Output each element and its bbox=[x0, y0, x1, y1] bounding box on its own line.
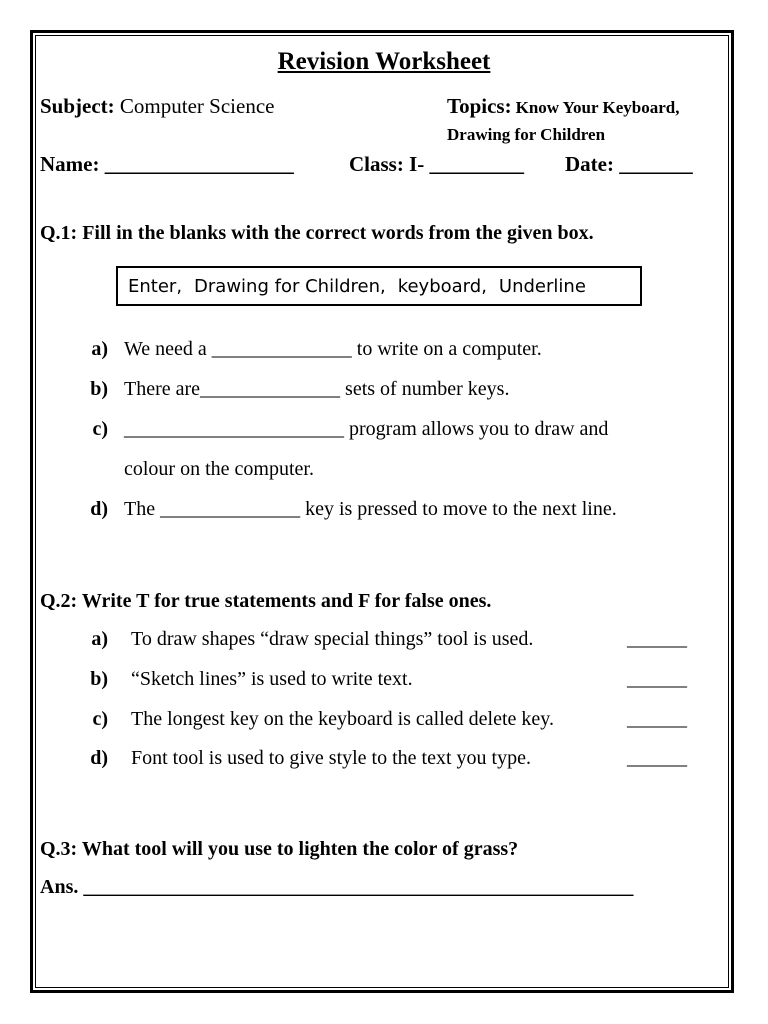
q1-item-letter: b) bbox=[90, 378, 108, 400]
q2-item-letter: c) bbox=[92, 708, 108, 730]
word-box-item: Enter, bbox=[128, 275, 183, 297]
q2-item-letter: b) bbox=[90, 668, 108, 690]
word-box-item: keyboard, bbox=[397, 275, 487, 297]
q2-item-letter: a) bbox=[91, 628, 108, 650]
q1-item-text: The ______________ key is pressed to move to the next line. bbox=[124, 498, 617, 520]
q1-heading: Q.1: Fill in the blanks with the correct words from the given box. bbox=[40, 222, 594, 244]
q2-item-text: “Sketch lines” is used to write text. bbox=[131, 668, 413, 690]
topics-value-line1: Know Your Keyboard, bbox=[515, 98, 680, 117]
word-box bbox=[116, 266, 642, 306]
name-field: Name: __________________ bbox=[40, 152, 294, 176]
word-box-item: Drawing for Children, bbox=[194, 275, 386, 297]
q1-item-letter: a) bbox=[91, 338, 108, 360]
q1-item-continuation: colour on the computer. bbox=[124, 458, 314, 480]
topics-label: Topics: bbox=[447, 94, 512, 118]
worksheet-title: Revision Worksheet bbox=[277, 48, 491, 75]
answer-blank: ______ bbox=[627, 747, 687, 769]
q2-item-text: To draw shapes “draw special things” tool is used. bbox=[131, 628, 534, 650]
q2-item-text: Font tool is used to give style to the text you type. bbox=[131, 747, 531, 769]
answer-blank: ______ bbox=[627, 668, 687, 690]
q2-item-text: The longest key on the keyboard is called delete key. bbox=[131, 708, 554, 730]
word-box-item: Underline bbox=[498, 275, 586, 297]
class-field: Class: I- _________ bbox=[349, 152, 525, 176]
subject-label: Subject: bbox=[40, 94, 115, 118]
topics-line bbox=[447, 94, 679, 119]
q1-item-text: We need a ______________ to write on a computer. bbox=[124, 338, 542, 360]
q1-item-text: ______________________ program allows you to draw and bbox=[124, 418, 609, 440]
q1-item-letter: c) bbox=[92, 418, 108, 440]
answer-blank: ______ bbox=[627, 708, 687, 730]
answer-blank: ______ bbox=[627, 628, 687, 650]
subject-line bbox=[40, 94, 274, 119]
date-field: Date: _______ bbox=[565, 152, 693, 176]
q1-item-letter: d) bbox=[90, 498, 108, 520]
q2-heading: Q.2: Write T for true statements and F for false ones. bbox=[40, 590, 492, 612]
subject-value: Computer Science bbox=[119, 94, 275, 118]
q2-item-letter: d) bbox=[90, 747, 108, 769]
q3-heading: Q.3: What tool will you use to lighten the color of grass? bbox=[40, 838, 519, 860]
topics-value-line2: Drawing for Children bbox=[447, 125, 606, 144]
q3-answer-line: Ans. _______________________________________________________ bbox=[40, 876, 634, 898]
q1-item-text: There are______________ sets of number keys. bbox=[124, 378, 510, 400]
